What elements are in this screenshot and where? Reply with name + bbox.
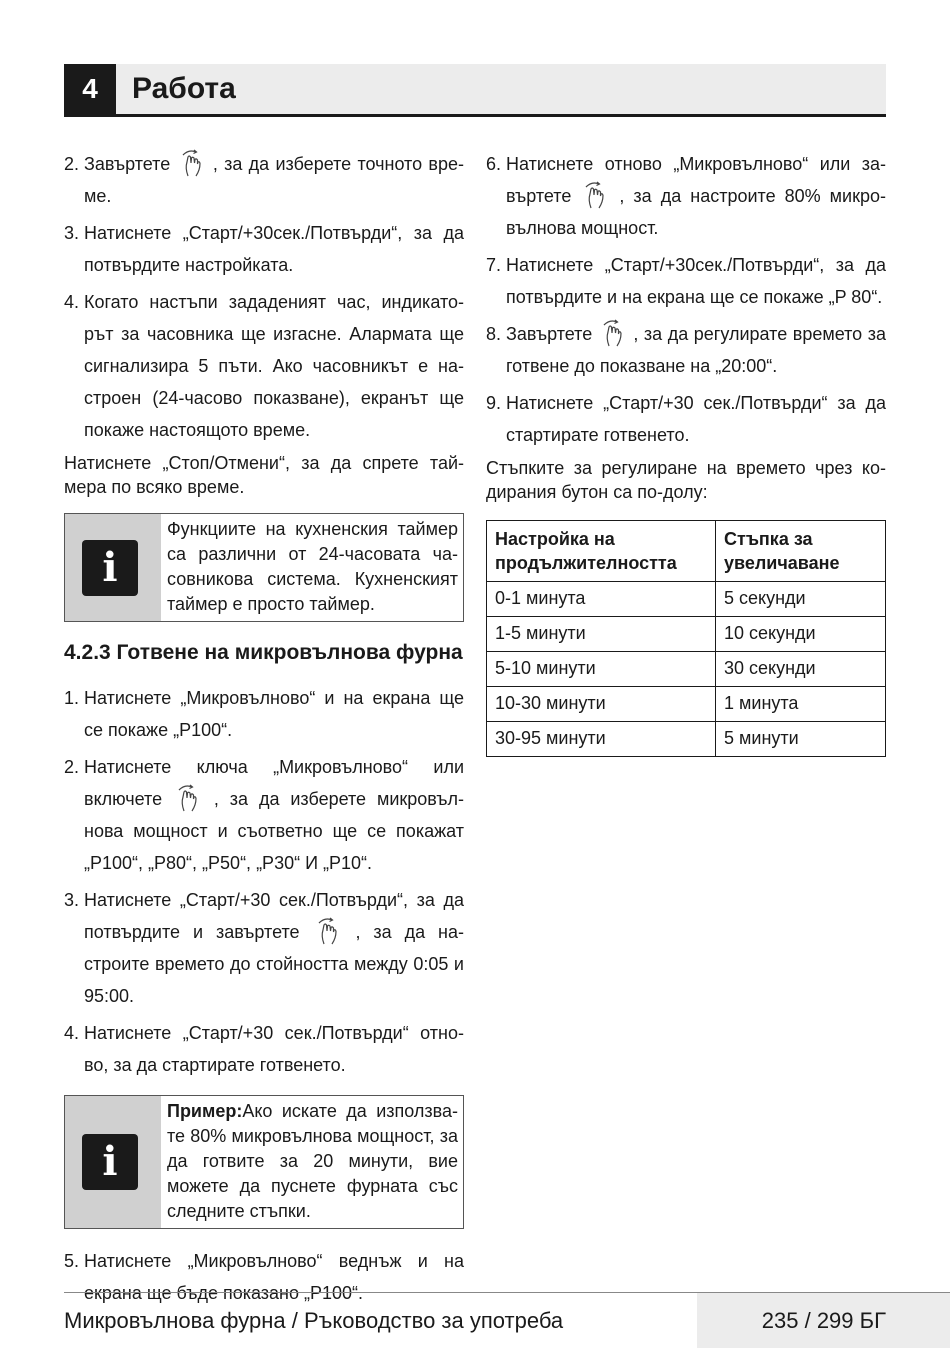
step-number: 3. [64, 890, 80, 910]
right-column [486, 148, 886, 757]
time-step-table [486, 520, 886, 757]
info-icon: i [82, 1134, 138, 1190]
table-cell: 0-1 минута [487, 582, 716, 617]
step-number: 5. [64, 1251, 80, 1271]
step-number: 9. [486, 393, 502, 413]
table-row [487, 652, 886, 687]
step-number: 2. [64, 154, 80, 174]
table-header-row [487, 521, 886, 582]
step-text: Натиснете отново „Микровълново“ или за-въртете [506, 154, 886, 206]
step-text: , за да регулирате времето за готвене до показване на „20:00“. [506, 324, 886, 376]
rotary-knob-icon [315, 916, 341, 946]
step-text: Натиснете „Старт/+30 сек./Потвърди“ отно-во, за да стартирате готвенето. [84, 1023, 464, 1075]
note-text [167, 1096, 463, 1228]
table-row [487, 582, 886, 617]
step-number: 6. [486, 154, 502, 174]
step-text: Натиснете „Старт/+30 сек./Потвърди“ за да стартирате готвенето. [506, 393, 886, 445]
left-column [64, 148, 464, 1314]
table-cell: 30 секунди [716, 652, 886, 687]
step-text: Натиснете „Старт/+30 сек./Потвърди“, за да потвърдите и завъртете [84, 890, 464, 942]
step-text: Завъртете [506, 324, 593, 344]
step-text: , за да на-строите времето до стойността между 0:05 и 95:00. [84, 922, 464, 1006]
step-7 [486, 249, 886, 313]
note-body: Ако искате да използва-те 80% микровълнова мощност, за да готвите за 20 минути, вие можете да пуснете фурната със следните стъпки. [167, 1101, 458, 1221]
footer-title: Микровълнова фурна / Ръководство за употреба [64, 1308, 564, 1333]
step-number: 1. [64, 688, 80, 708]
step-text: Натиснете ключа „Микровълново“ или включете [84, 757, 464, 809]
step-number: 3. [64, 223, 80, 243]
step-text: Завъртете [84, 154, 171, 174]
stop-timer-paragraph: Натиснете „Стоп/Отмени“, за да спрете тай-мера по всяко време. [64, 453, 464, 497]
chapter-header [64, 64, 886, 117]
table-cell: 5 секунди [716, 582, 886, 617]
step-1 [64, 682, 464, 746]
info-icon: i [82, 540, 138, 596]
step-8 [486, 318, 886, 382]
table-intro: Стъпките за регулиране на времето чрез ко-дирания бутон са по-долу: [486, 458, 886, 502]
rotary-knob-icon [582, 180, 608, 210]
step-2 [64, 751, 464, 879]
table-cell: 10-30 минути [487, 687, 716, 722]
step-9 [486, 387, 886, 451]
chapter-number: 4 [64, 64, 116, 114]
example-note [64, 1095, 464, 1229]
step-4 [64, 1017, 464, 1081]
section-title: 4.2.3 Готвене на микровълнова фурна [64, 641, 463, 664]
table-cell: 30-95 минути [487, 722, 716, 757]
rotary-knob-icon [175, 783, 201, 813]
step-text: Когато настъпи зададеният час, индикато-рът за часовника ще изгасне. Алармата ще сигнализира 5 пъти. Ако часовникът е на-строен (24-часово показване), екранът ще покаже настоящото време. [84, 292, 464, 440]
step-5 [64, 1245, 464, 1309]
step-3 [64, 884, 464, 1012]
step-2 [64, 148, 464, 212]
step-text: Натиснете „Микровълново“ веднъж и на екрана ще бъде показано „P100“. [84, 1251, 464, 1303]
note-text: Функциите на кухненския таймер са различни от 24-часовата ча-совникова система. Кухненският таймер е просто таймер. [167, 519, 458, 614]
step-number: 2. [64, 757, 80, 777]
step-number: 4. [64, 292, 80, 312]
step-text: , за да изберете микровъл-нова мощност и съответно ще се покажат „P100“, „P80“, „P50“, „P30“ И „P10“. [84, 789, 464, 873]
step-text: Натиснете „Старт/+30сек./Потвърди“, за да потвърдите и на екрана ще се покаже „P 80“. [506, 255, 886, 307]
step-6 [486, 148, 886, 244]
table-row [487, 722, 886, 757]
step-4 [64, 286, 464, 446]
step-3 [64, 217, 464, 281]
info-note [64, 513, 464, 622]
step-text: Натиснете „Микровълново“ и на екрана ще се покаже „P100“. [84, 688, 464, 740]
page-number: 235 / 299 БГ [697, 1293, 950, 1348]
note-label: Пример: [167, 1101, 243, 1121]
table-cell: 10 секунди [716, 617, 886, 652]
chapter-title: Работа [132, 72, 236, 105]
step-number: 7. [486, 255, 502, 275]
rotary-knob-icon [179, 148, 205, 178]
step-text: Натиснете „Старт/+30сек./Потвърди“, за да потвърдите настройката. [84, 223, 464, 275]
table-cell: 1 минута [716, 687, 886, 722]
table-cell: 1-5 минути [487, 617, 716, 652]
step-text: , за да настроите 80% микро-вълнова мощност. [506, 186, 886, 238]
rotary-knob-icon [600, 318, 626, 348]
table-row [487, 617, 886, 652]
step-number: 4. [64, 1023, 80, 1043]
table-cell: 5 минути [716, 722, 886, 757]
table-row [487, 687, 886, 722]
table-header-cell: Настройка на продължителността [487, 521, 716, 582]
table-header-cell: Стъпка за увеличаване [716, 521, 886, 582]
step-text: , за да изберете точното вре-ме. [84, 154, 464, 206]
step-number: 8. [486, 324, 502, 344]
table-cell: 5-10 минути [487, 652, 716, 687]
